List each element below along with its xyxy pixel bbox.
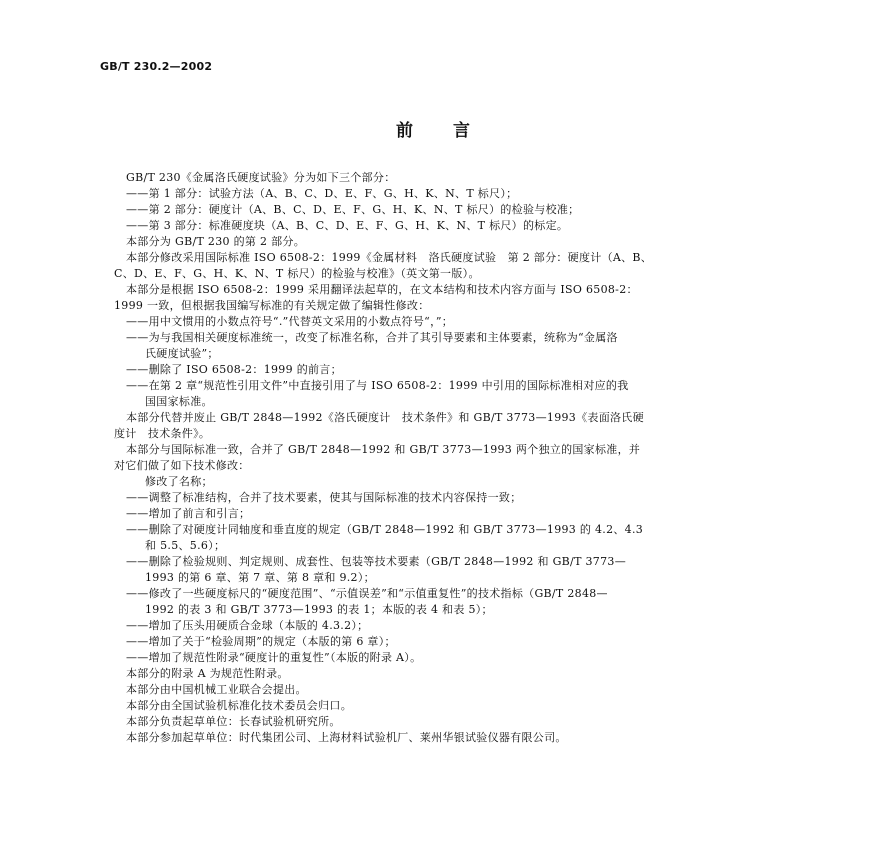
list-item: ——删除了 ISO 6508-2：1999 的前言； <box>126 363 342 376</box>
list-item: ——增加了前言和引言； <box>126 507 251 520</box>
page-title <box>0 116 870 141</box>
paragraph-line: 修改了名称； <box>145 475 213 488</box>
list-item: ——调整了标准结构，合并了技术要素，使其与国际标准的技术内容保持一致； <box>126 491 522 504</box>
list-item: ——第 3 部分：标准硬度块（A、B、C、D、E、F、G、H、K、N、T 标尺）的标定。 <box>126 219 569 232</box>
paragraph-line: 本部分由中国机械工业联合会提出。 <box>126 683 307 696</box>
title-char-1: 前 <box>396 121 417 141</box>
list-item-continuation: 氏硬度试验”； <box>145 347 219 360</box>
paragraph-line: 本部分与国际标准一致，合并了 GB/T 2848—1992 和 GB/T 3773—1993 两个独立的国家标准，并 <box>126 443 641 456</box>
paragraph-line: 本部分参加起草单位：时代集团公司、上海材料试验机厂、莱州华银试验仪器有限公司。 <box>126 731 567 744</box>
paragraph-line: 1999 一致，但根据我国编写标准的有关规定做了编辑性修改： <box>114 299 430 312</box>
paragraph-line: GB/T 230《金属洛氏硬度试验》分为如下三个部分： <box>126 171 396 184</box>
paragraph-line: C、D、E、F、G、H、K、N、T 标尺）的检验与校准》（英文第一版）。 <box>114 267 480 280</box>
list-item-continuation: 国国家标准。 <box>145 395 213 408</box>
list-item-continuation: 1992 的表 3 和 GB/T 3773—1993 的表 1；本版的表 4 和表 5）； <box>145 603 493 616</box>
list-item: ——第 2 部分：硬度计（A、B、C、D、E、F、G、H、K、N、T 标尺）的检验与校准； <box>126 203 580 216</box>
list-item: ——增加了规范性附录“硬度计的重复性”（本版的附录 A）。 <box>126 651 422 664</box>
list-item: ——增加了压头用硬质合金球（本版的 4.3.2）； <box>126 619 369 632</box>
paragraph-line: 本部分负责起草单位：长春试验机研究所。 <box>126 715 341 728</box>
paragraph-line: 本部分是根据 ISO 6508-2：1999 采用翻译法起草的，在文本结构和技术内容方面与 ISO 6508-2： <box>126 283 638 296</box>
list-item: ——删除了对硬度计同轴度和垂直度的规定（GB/T 2848—1992 和 GB/T 3773—1993 的 4.2、4.3 <box>126 523 644 536</box>
document-code: GB/T 230.2—2002 <box>100 60 213 73</box>
list-item-continuation: 和 5.5、5.6）； <box>145 539 226 552</box>
list-item: ——在第 2 章“规范性引用文件”中直接引用了与 ISO 6508-2：1999 中引用的国际标准相对应的我 <box>126 379 629 392</box>
paragraph-line: 本部分由全国试验机标准化技术委员会归口。 <box>126 699 352 712</box>
list-item: ——为与我国相关硬度标准统一，改变了标准名称，合并了其引导要素和主体要素，统称为“金属洛 <box>126 331 618 344</box>
list-item: ——第 1 部分：试验方法（A、B、C、D、E、F、G、H、K、N、T 标尺）； <box>126 187 518 200</box>
list-item: ——修改了一些硬度标尺的“硬度范围”、“示值误差”和“示值重复性”的技术指标（GB/T 2848— <box>126 587 608 600</box>
paragraph-line: 本部分为 GB/T 230 的第 2 部分。 <box>126 235 305 248</box>
paragraph-line: 度计 技术条件》。 <box>114 427 211 440</box>
paragraph-line: 本部分的附录 A 为规范性附录。 <box>126 667 289 680</box>
list-item-continuation: 1993 的第 6 章、第 7 章、第 8 章和 9.2）； <box>145 571 375 584</box>
paragraph-line: 对它们做了如下技术修改： <box>114 459 250 472</box>
list-item: ——增加了关于“检验周期”的规定（本版的第 6 章）； <box>126 635 396 648</box>
list-item: ——删除了检验规则、判定规则、成套性、包装等技术要素（GB/T 2848—1992 和 GB/T 3773— <box>126 555 626 568</box>
title-char-2: 言 <box>453 121 474 141</box>
paragraph-line: 本部分修改采用国际标准 ISO 6508-2：1999《金属材料 洛氏硬度试验 第 2 部分：硬度计（A、B、 <box>126 251 653 264</box>
list-item: ——用中文惯用的小数点符号“.”代替英文采用的小数点符号“，”； <box>126 315 454 328</box>
paragraph-line: 本部分代替并废止 GB/T 2848—1992《洛氏硬度计 技术条件》和 GB/T 3773—1993《表面洛氏硬 <box>126 411 644 424</box>
